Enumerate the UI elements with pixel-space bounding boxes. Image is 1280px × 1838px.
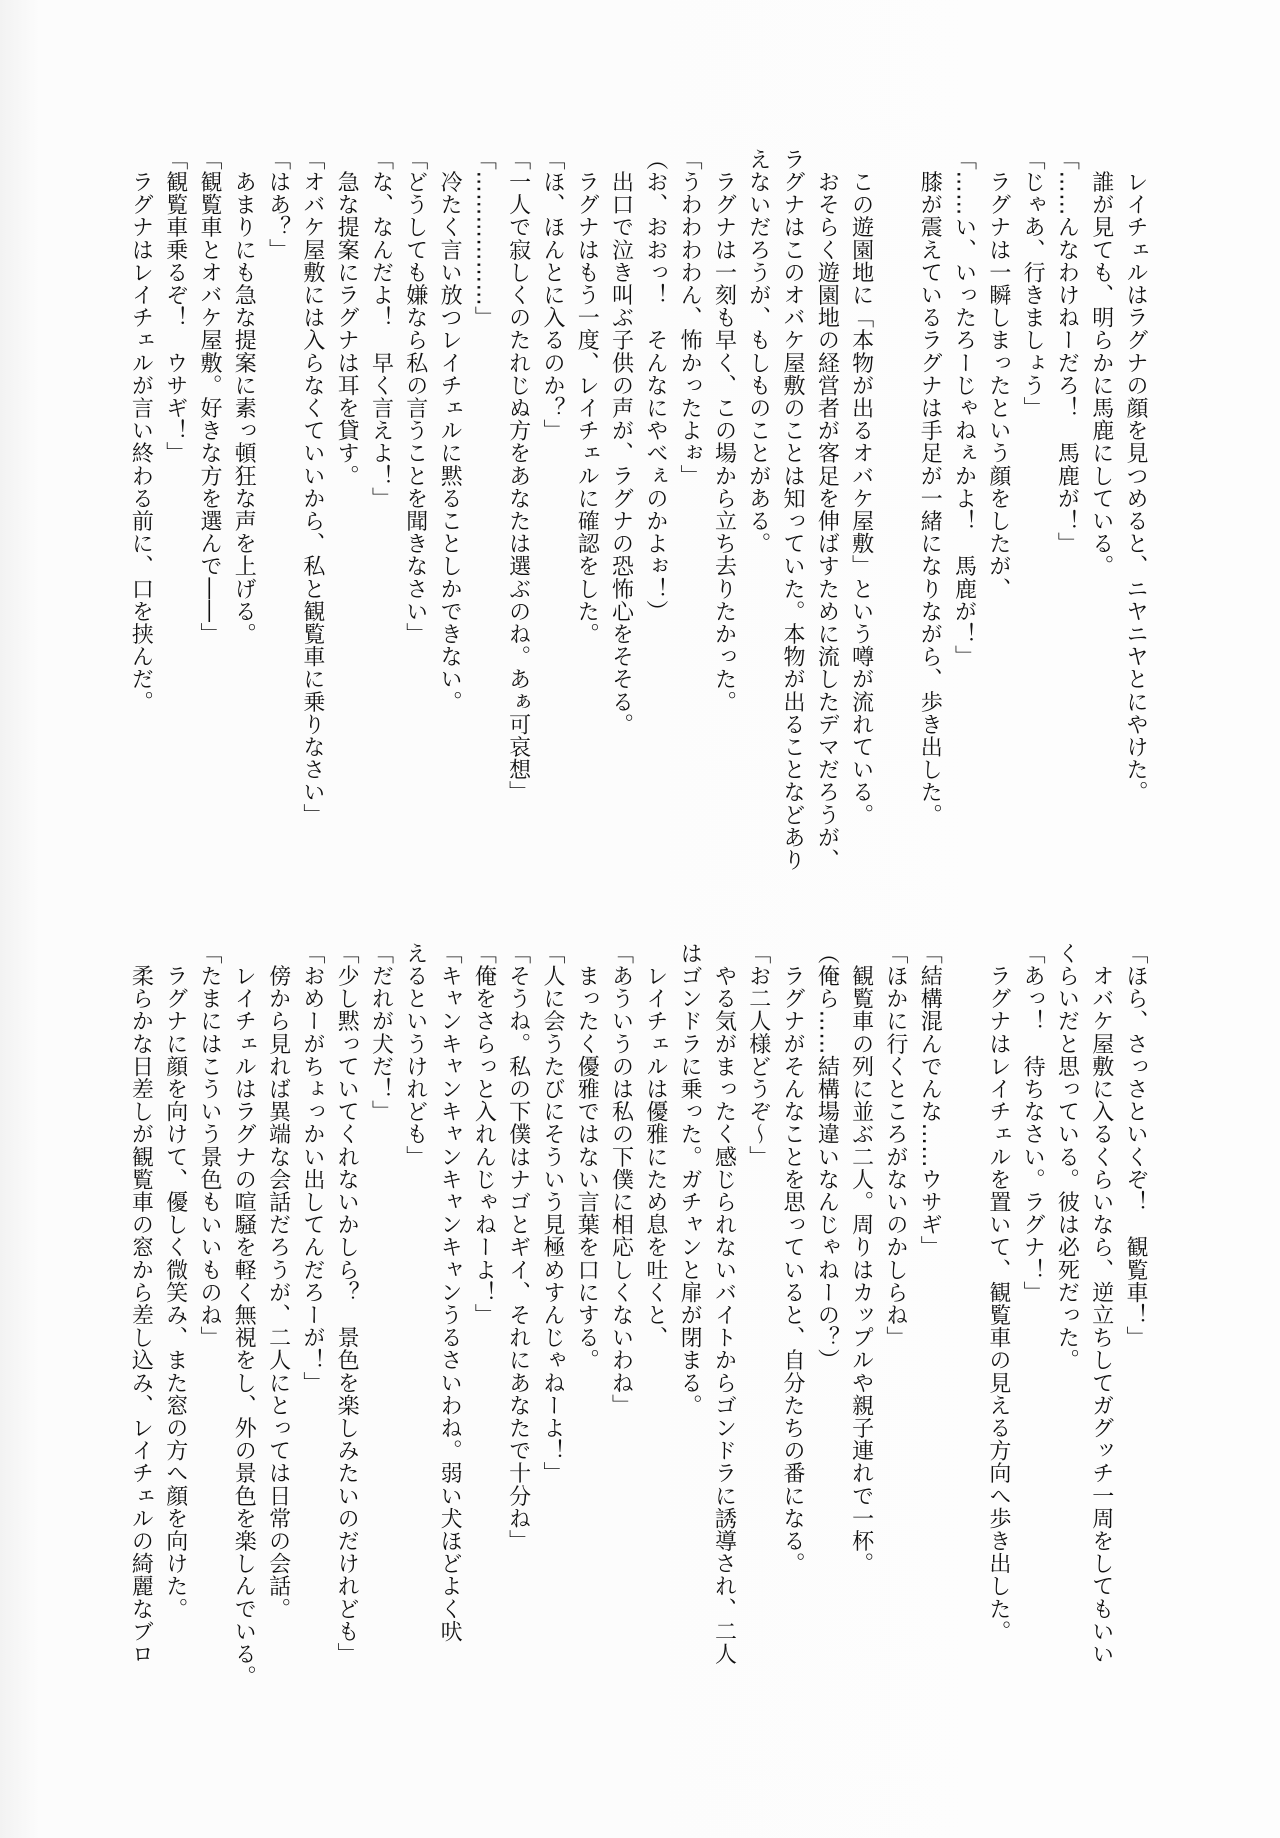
text-line: 傍から見れば異端な会話だろうが、二人にとっては日常の会話。 bbox=[265, 942, 291, 1620]
text-line: 「たまにはこういう景色もいいものね」 bbox=[196, 942, 222, 1349]
text-line: 「どうしても嫌なら私の言うことを聞きなさい」 bbox=[402, 148, 428, 646]
text-line: レイチェルはラグナの喧騒を軽く無視をし、外の景色を楽しんでいる。 bbox=[231, 942, 257, 1688]
text-line: 観覧車の列に並ぶ二人。周りはカップルや親子連れで一杯。 bbox=[848, 942, 874, 1575]
text-line: 「じゃあ、行きましょう」 bbox=[1020, 148, 1046, 420]
text-line: ラグナに顔を向けて、優しく微笑み、また窓の方へ顔を向けた。 bbox=[162, 942, 188, 1620]
text-line: おそらく遊園地の経営者が客足を伸ばすために流したデマだろうが、 bbox=[814, 148, 840, 872]
text-line: 「観覧車乗るぞ！ ウサギ！」 bbox=[162, 148, 188, 465]
text-line: 「うわわわわん、怖かったよぉ」 bbox=[677, 148, 703, 487]
text-line: 「………………」 bbox=[471, 148, 497, 329]
text-line: 「少し黙っていてくれないかしら？ 景色を楽しみたいのだけれども」 bbox=[334, 942, 360, 1666]
text-line: えるというけれども」 bbox=[402, 942, 428, 1168]
text-line: くらいだと思っている。彼は必死だった。 bbox=[1054, 942, 1080, 1372]
text-line: 「お二人様どうぞ～」 bbox=[745, 942, 771, 1168]
text-line: 「あっ！ 待ちなさい。ラグナ！」 bbox=[1020, 942, 1046, 1304]
text-line: 冷たく言い放つレイチェルに黙ることしかできない。 bbox=[437, 148, 463, 713]
text-line: やる気がまったく感じられないバイトからゴンドラに誘導され、二人 bbox=[711, 942, 737, 1666]
text-line: 「……い、いったろーじゃねぇかよ！ 馬鹿が！」 bbox=[951, 148, 977, 668]
text-line: 「おめーがちょっかい出してんだろーが！」 bbox=[299, 942, 325, 1394]
text-line: ラグナはレイチェルを置いて、観覧車の見える方向へ歩き出した。 bbox=[985, 942, 1011, 1643]
text-line: レイチェルは優雅にため息を吐くと、 bbox=[642, 942, 668, 1349]
text-line: はゴンドラに乗った。ガチャンと扉が閉まる。 bbox=[677, 942, 703, 1417]
text-line: 「あういうのは私の下僕に相応しくないわね」 bbox=[608, 942, 634, 1417]
text-line: 柔らかな日差しが観覧車の窓から差し込み、レイチェルの綺麗なブロ bbox=[128, 942, 154, 1666]
text-line: あまりにも急な提案に素っ頓狂な声を上げる。 bbox=[231, 148, 257, 646]
text-line: レイチェルはラグナの顔を見つめると、ニヤニヤとにやけた。 bbox=[1123, 148, 1148, 804]
text-line: 「そうね。私の下僕はナゴとギイ、それにあなたで十分ね」 bbox=[505, 942, 531, 1553]
text-line: 急な提案にラグナは耳を貸す。 bbox=[334, 148, 360, 487]
text-line: ラグナがそんなことを思っていると、自分たちの番になる。 bbox=[780, 942, 806, 1575]
text-line bbox=[878, 148, 912, 908]
text-line: オバケ屋敷に入るくらいなら、逆立ちしてガグッチ一周をしてもいい bbox=[1088, 942, 1114, 1666]
text-line: 「はあ？」 bbox=[265, 148, 291, 261]
text-line: 「ほかに行くところがないのかしらね」 bbox=[882, 942, 908, 1349]
text-line: 「結構混んでんな……ウサギ」 bbox=[917, 942, 943, 1259]
text-line: 「キャンキャンキャンキャンキャンうるさいわね。弱い犬ほどよく吠 bbox=[437, 942, 463, 1643]
text-line: 誰が見ても、明らかに馬鹿にしている。 bbox=[1088, 148, 1114, 578]
text-line: 「……んなわけねーだろ！ 馬鹿が！」 bbox=[1054, 148, 1080, 555]
text-line: 「俺をさらっと入れんじゃねーよ！」 bbox=[471, 942, 497, 1327]
text-line: 膝が震えているラグナは手足が一緒になりながら、歩き出した。 bbox=[917, 148, 943, 826]
text-line: まったく優雅ではない言葉を口にする。 bbox=[574, 942, 600, 1372]
text-line: 「観覧車とオバケ屋敷。好きな方を選んで――」 bbox=[196, 148, 222, 646]
text-line: えないだろうが、もしものことがある。 bbox=[745, 148, 771, 555]
text-line: ラグナはもう一度、レイチェルに確認をした。 bbox=[574, 148, 600, 646]
text-line: （俺ら……結構場違いなんじゃねーの？） bbox=[814, 942, 840, 1372]
bottom-text-block bbox=[123, 942, 1152, 1722]
text-line: この遊園地に「本物が出るオバケ屋敷」という噂が流れている。 bbox=[848, 148, 874, 826]
text-line: 「ほら、さっさといくぞ！ 観覧車！」 bbox=[1123, 942, 1148, 1349]
text-line: 「オバケ屋敷には入らなくていいから、私と観覧車に乗りなさい」 bbox=[299, 148, 325, 826]
top-text-block bbox=[123, 148, 1152, 908]
text-line: 「一人で寂しくのたれじぬ方をあなたは選ぶのね。あぁ可哀想」 bbox=[505, 148, 531, 804]
text-line: （お、おおっ！ そんなにやべぇのかよぉ！） bbox=[642, 148, 668, 623]
text-line bbox=[946, 942, 980, 1722]
text-line: ラグナは一瞬しまったという顔をしたが、 bbox=[985, 148, 1011, 600]
text-line: ラグナは一刻も早く、この場から立ち去りたかった。 bbox=[711, 148, 737, 713]
text-line: 「な、なんだよ！ 早く言えよ！」 bbox=[368, 148, 394, 510]
text-line: 「人に会うたびにそういう見極めすんじゃねーよ！」 bbox=[539, 942, 565, 1485]
text-line: 「ほ、ほんとに入るのか？」 bbox=[539, 148, 565, 442]
text-line: ラグナはレイチェルが言い終わる前に、口を挟んだ。 bbox=[128, 148, 154, 713]
text-line: 「だれが犬だ！」 bbox=[368, 942, 394, 1123]
text-line: ラグナはこのオバケ屋敷のことは知っていた。本物が出ることなどあり bbox=[780, 148, 806, 872]
text-line: 出口で泣き叫ぶ子供の声が、ラグナの恐怖心をそそる。 bbox=[608, 148, 634, 736]
